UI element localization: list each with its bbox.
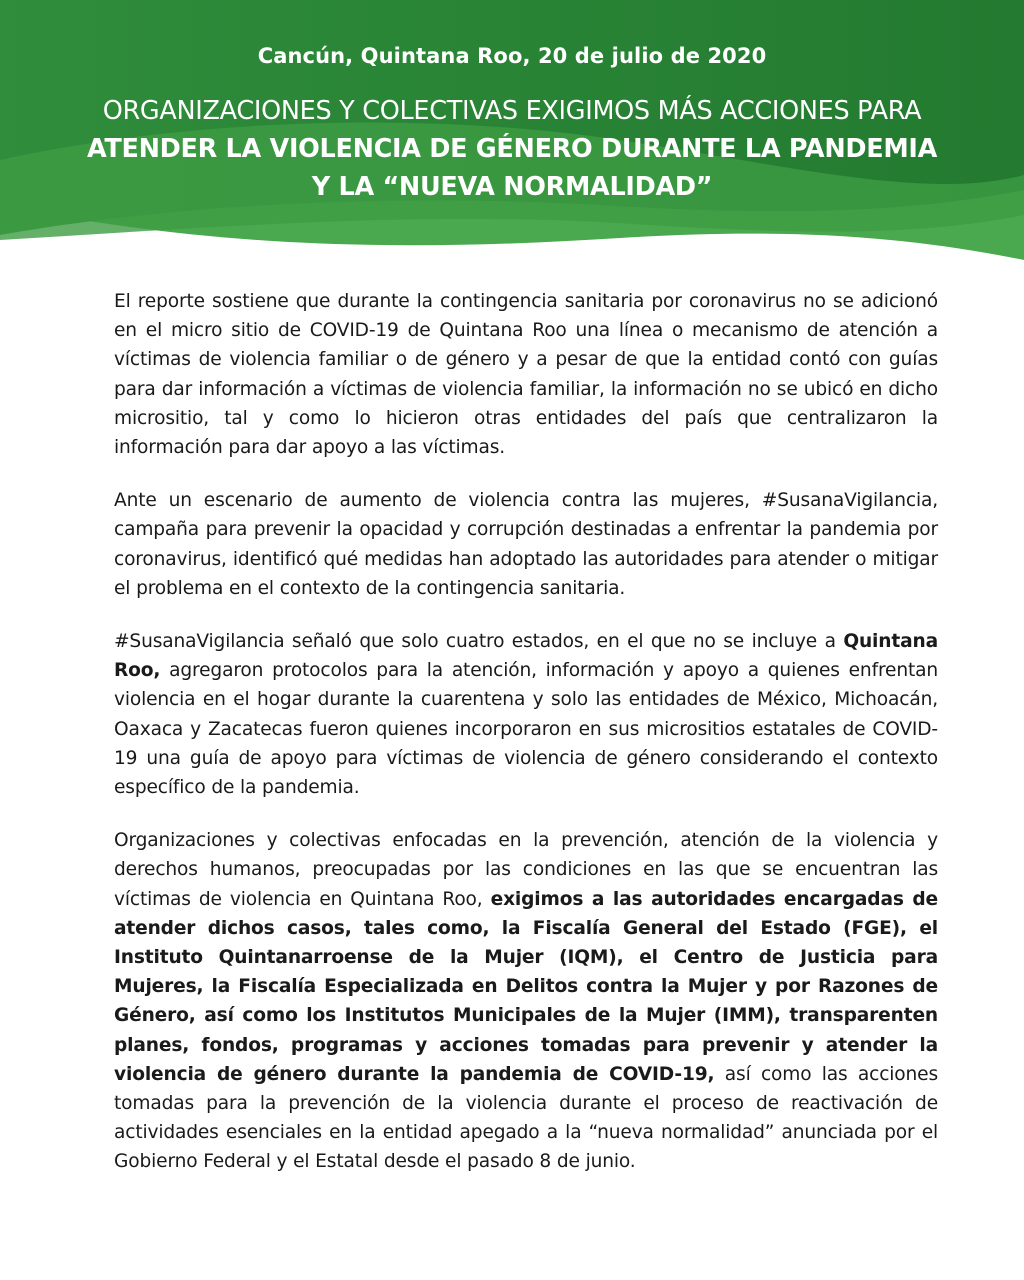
paragraph-3-text-a: #SusanaVigilancia señaló que solo cuatro estados, en el que no se incluye a [114, 631, 844, 653]
paragraph-4 [114, 826, 938, 1176]
paragraph-2: Ante un escenario de aumento de violencia contra las mujeres, #SusanaVigilancia, campaña para prevenir la opacidad y corrupción destinadas a enfrentar la pandemia por coronavirus, identificó qué medidas han adoptado las autoridades para atender o mitigar el problema en el contexto de la contingencia sanitaria. [114, 490, 938, 599]
page-title [0, 92, 1024, 206]
paragraph-3 [114, 627, 938, 802]
title-line-1: ORGANIZACIONES Y COLECTIVAS EXIGIMOS MÁS ACCIONES PARA [102, 96, 922, 126]
paragraph-4-bold: exigimos a las autoridades encargadas de atender dichos casos, tales como, la Fiscalía General del Estado (FGE), el Instituto Quintanarroense de la Mujer (IQM), el Centro de Justicia para Mujeres, la Fiscalía Especializada en Delitos contra la Mujer y por Razones de Género, así como los Institutos Municipales de la Mujer (IMM), transparenten planes, fondos, programas y acciones tomadas para prevenir y atender la violencia de género durante la pandemia de COVID-19, [114, 888, 938, 1085]
paragraph-4-text-a: Organizaciones y colectivas enfocadas en la prevención, atención de la violencia y derechos humanos, preocupadas por las condiciones en las que se encuentran las víctimas de violencia en Quintana Roo, [114, 830, 938, 910]
paragraph-3-bold: Quintana Roo, [114, 631, 938, 682]
paragraph-3-text-b: agregaron protocolos para la atención, información y apoyo a quienes enfrentan violencia en el hogar durante la cuarentena y solo las entidades de México, Michoacán, Oaxaca y Zacatecas fueron quienes incorporaron en sus micrositios estatales de COVID-19 una guía de apoyo para víctimas de violencia de género considerando el contexto específico de la pandemia. [114, 660, 938, 799]
dateline: Cancún, Quintana Roo, 20 de julio de 2020 [257, 44, 767, 68]
article-body [114, 287, 938, 1201]
title-line-2: ATENDER LA VIOLENCIA DE GÉNERO DURANTE LA PANDEMIA [86, 134, 938, 164]
header-banner [0, 0, 1024, 270]
paragraph-1: El reporte sostiene que durante la contingencia sanitaria por coronavirus no se adicionó en el micro sitio de COVID-19 de Quintana Roo una línea o mecanismo de atención a víctimas de violencia familiar o de género y a pesar de que la entidad contó con guías para dar información a víctimas de violencia familiar, la información no se ubicó en dicho micrositio, tal y como lo hicieron otras entidades del país que centralizaron la información para dar apoyo a las víctimas. [114, 291, 938, 459]
paragraph-4-text-b: así como las acciones tomadas para la prevención de la violencia durante el proceso de reactivación de actividades esenciales en la entidad apegado a la “nueva normalidad” anunciada por el Gobierno Federal y el Estatal desde el pasado 8 de junio. [114, 1063, 938, 1173]
title-line-3: Y LA “NUEVA NORMALIDAD” [311, 172, 713, 202]
